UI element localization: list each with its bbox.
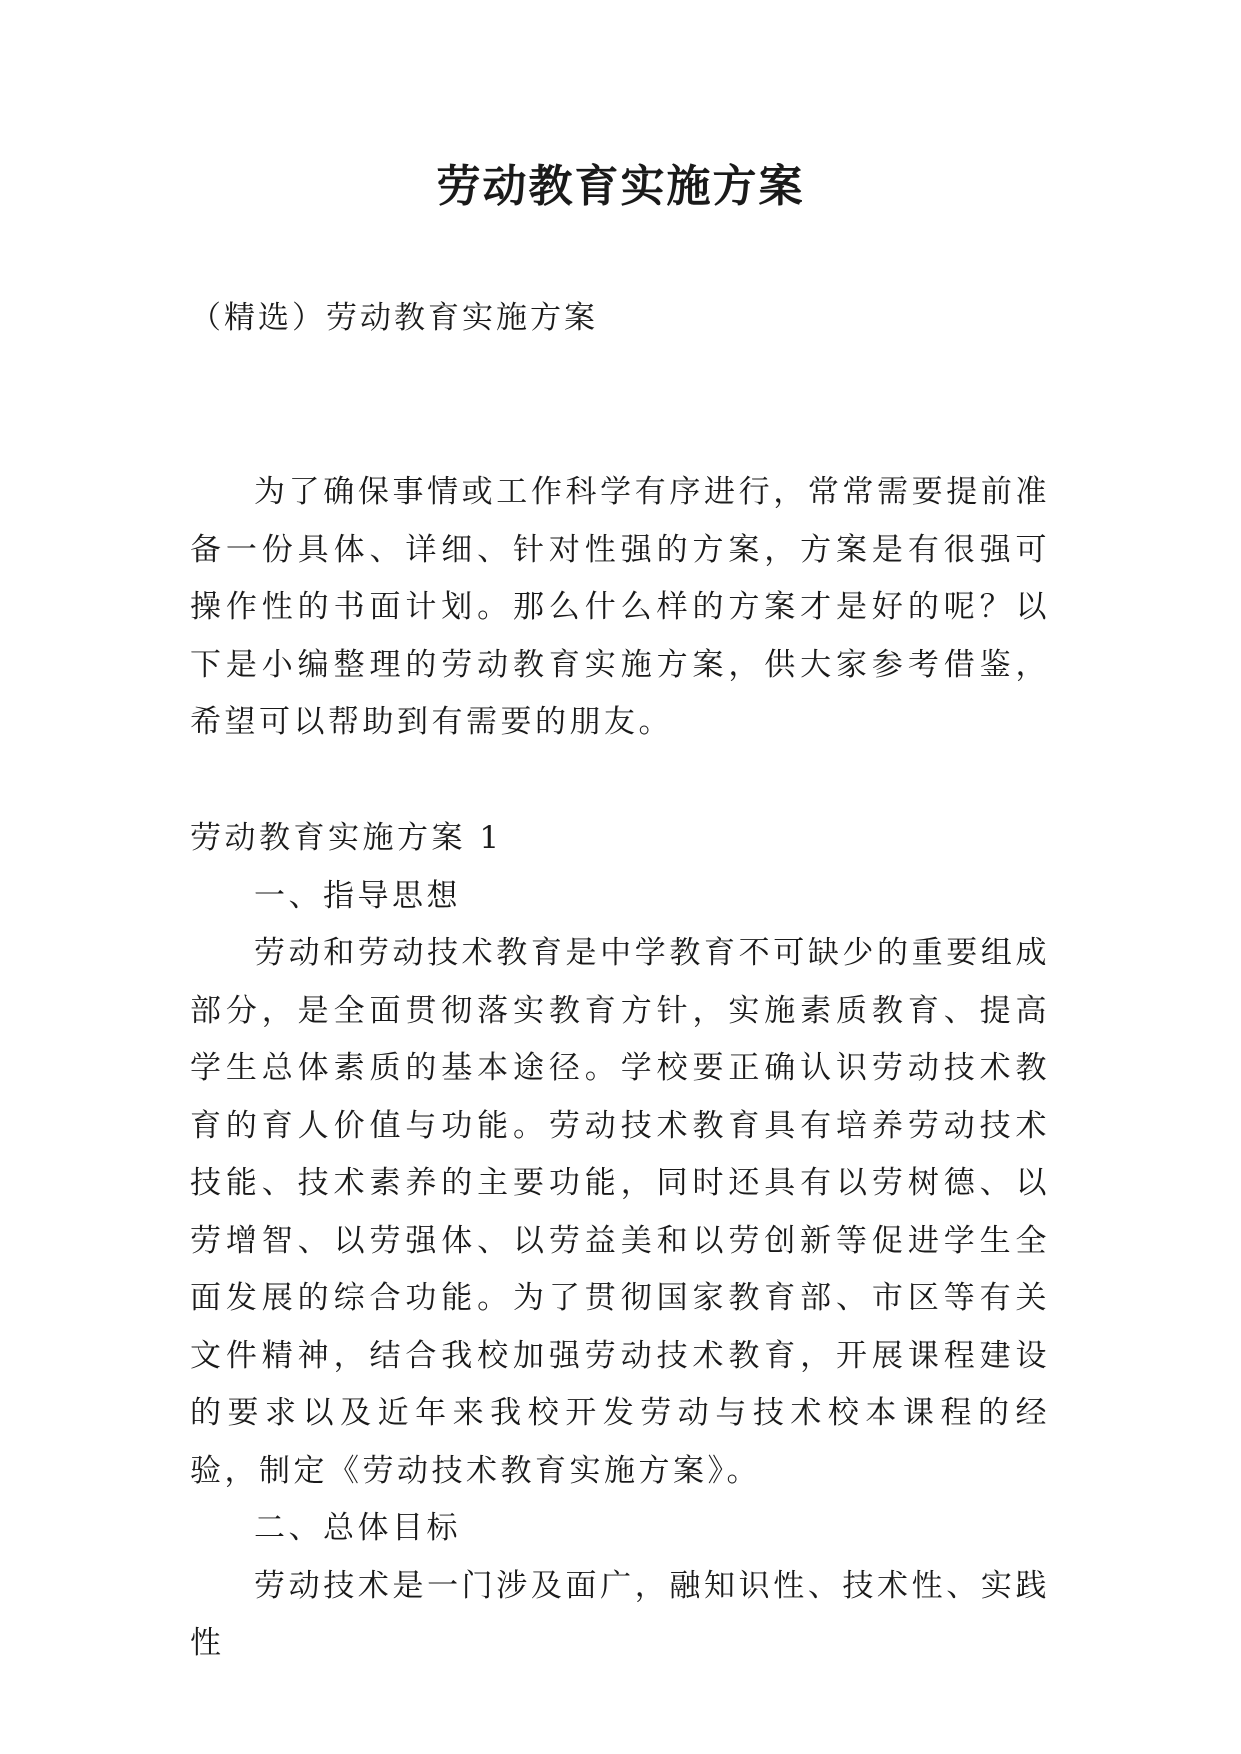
heading-overall-goal: 二、总体目标: [254, 1510, 461, 1546]
paragraph-guiding-thought: 劳动和劳动技术教育是中学教育不可缺少的重要组成部分，是全面贯彻落实教育方针，实施素质教育、提高学生总体素质的基本途径。学校要正确认识劳动技术教育的育人价值与功能。劳动技术教育具有培养劳动技术技能、技术素养的主要功能，同时还具有以劳树德、以劳增智、以劳强体、以劳益美和以劳创新等促进学生全面发展的综合功能。为了贯彻国家教育部、市区等有关文件精神，结合我校加强劳动技术教育，开展课程建设的要求以及近年来我校开发劳动与技术校本课程的经验，制定《劳动技术教育实施方案》。: [190, 935, 1050, 1489]
document-subtitle: （精选）劳动教育实施方案: [190, 300, 598, 336]
section-block: [190, 810, 1050, 1673]
heading-guiding-thought: 一、指导思想: [254, 877, 461, 914]
intro-block: [190, 464, 1050, 752]
document-title: 劳动教育实施方案: [436, 161, 805, 212]
intro-paragraph: 为了确保事情或工作科学有序进行，常常需要提前准备一份具体、详细、针对性强的方案，方案是有很强可操作性的书面计划。那么什么样的方案才是好的呢？以下是小编整理的劳动教育实施方案，供大家参考借鉴，希望可以帮助到有需要的朋友。: [190, 474, 1050, 740]
section-title: 劳动教育实施方案 1: [190, 820, 503, 856]
paragraph-overall-goal: 劳动技术是一门涉及面广，融知识性、技术性、实践性: [190, 1567, 1050, 1661]
